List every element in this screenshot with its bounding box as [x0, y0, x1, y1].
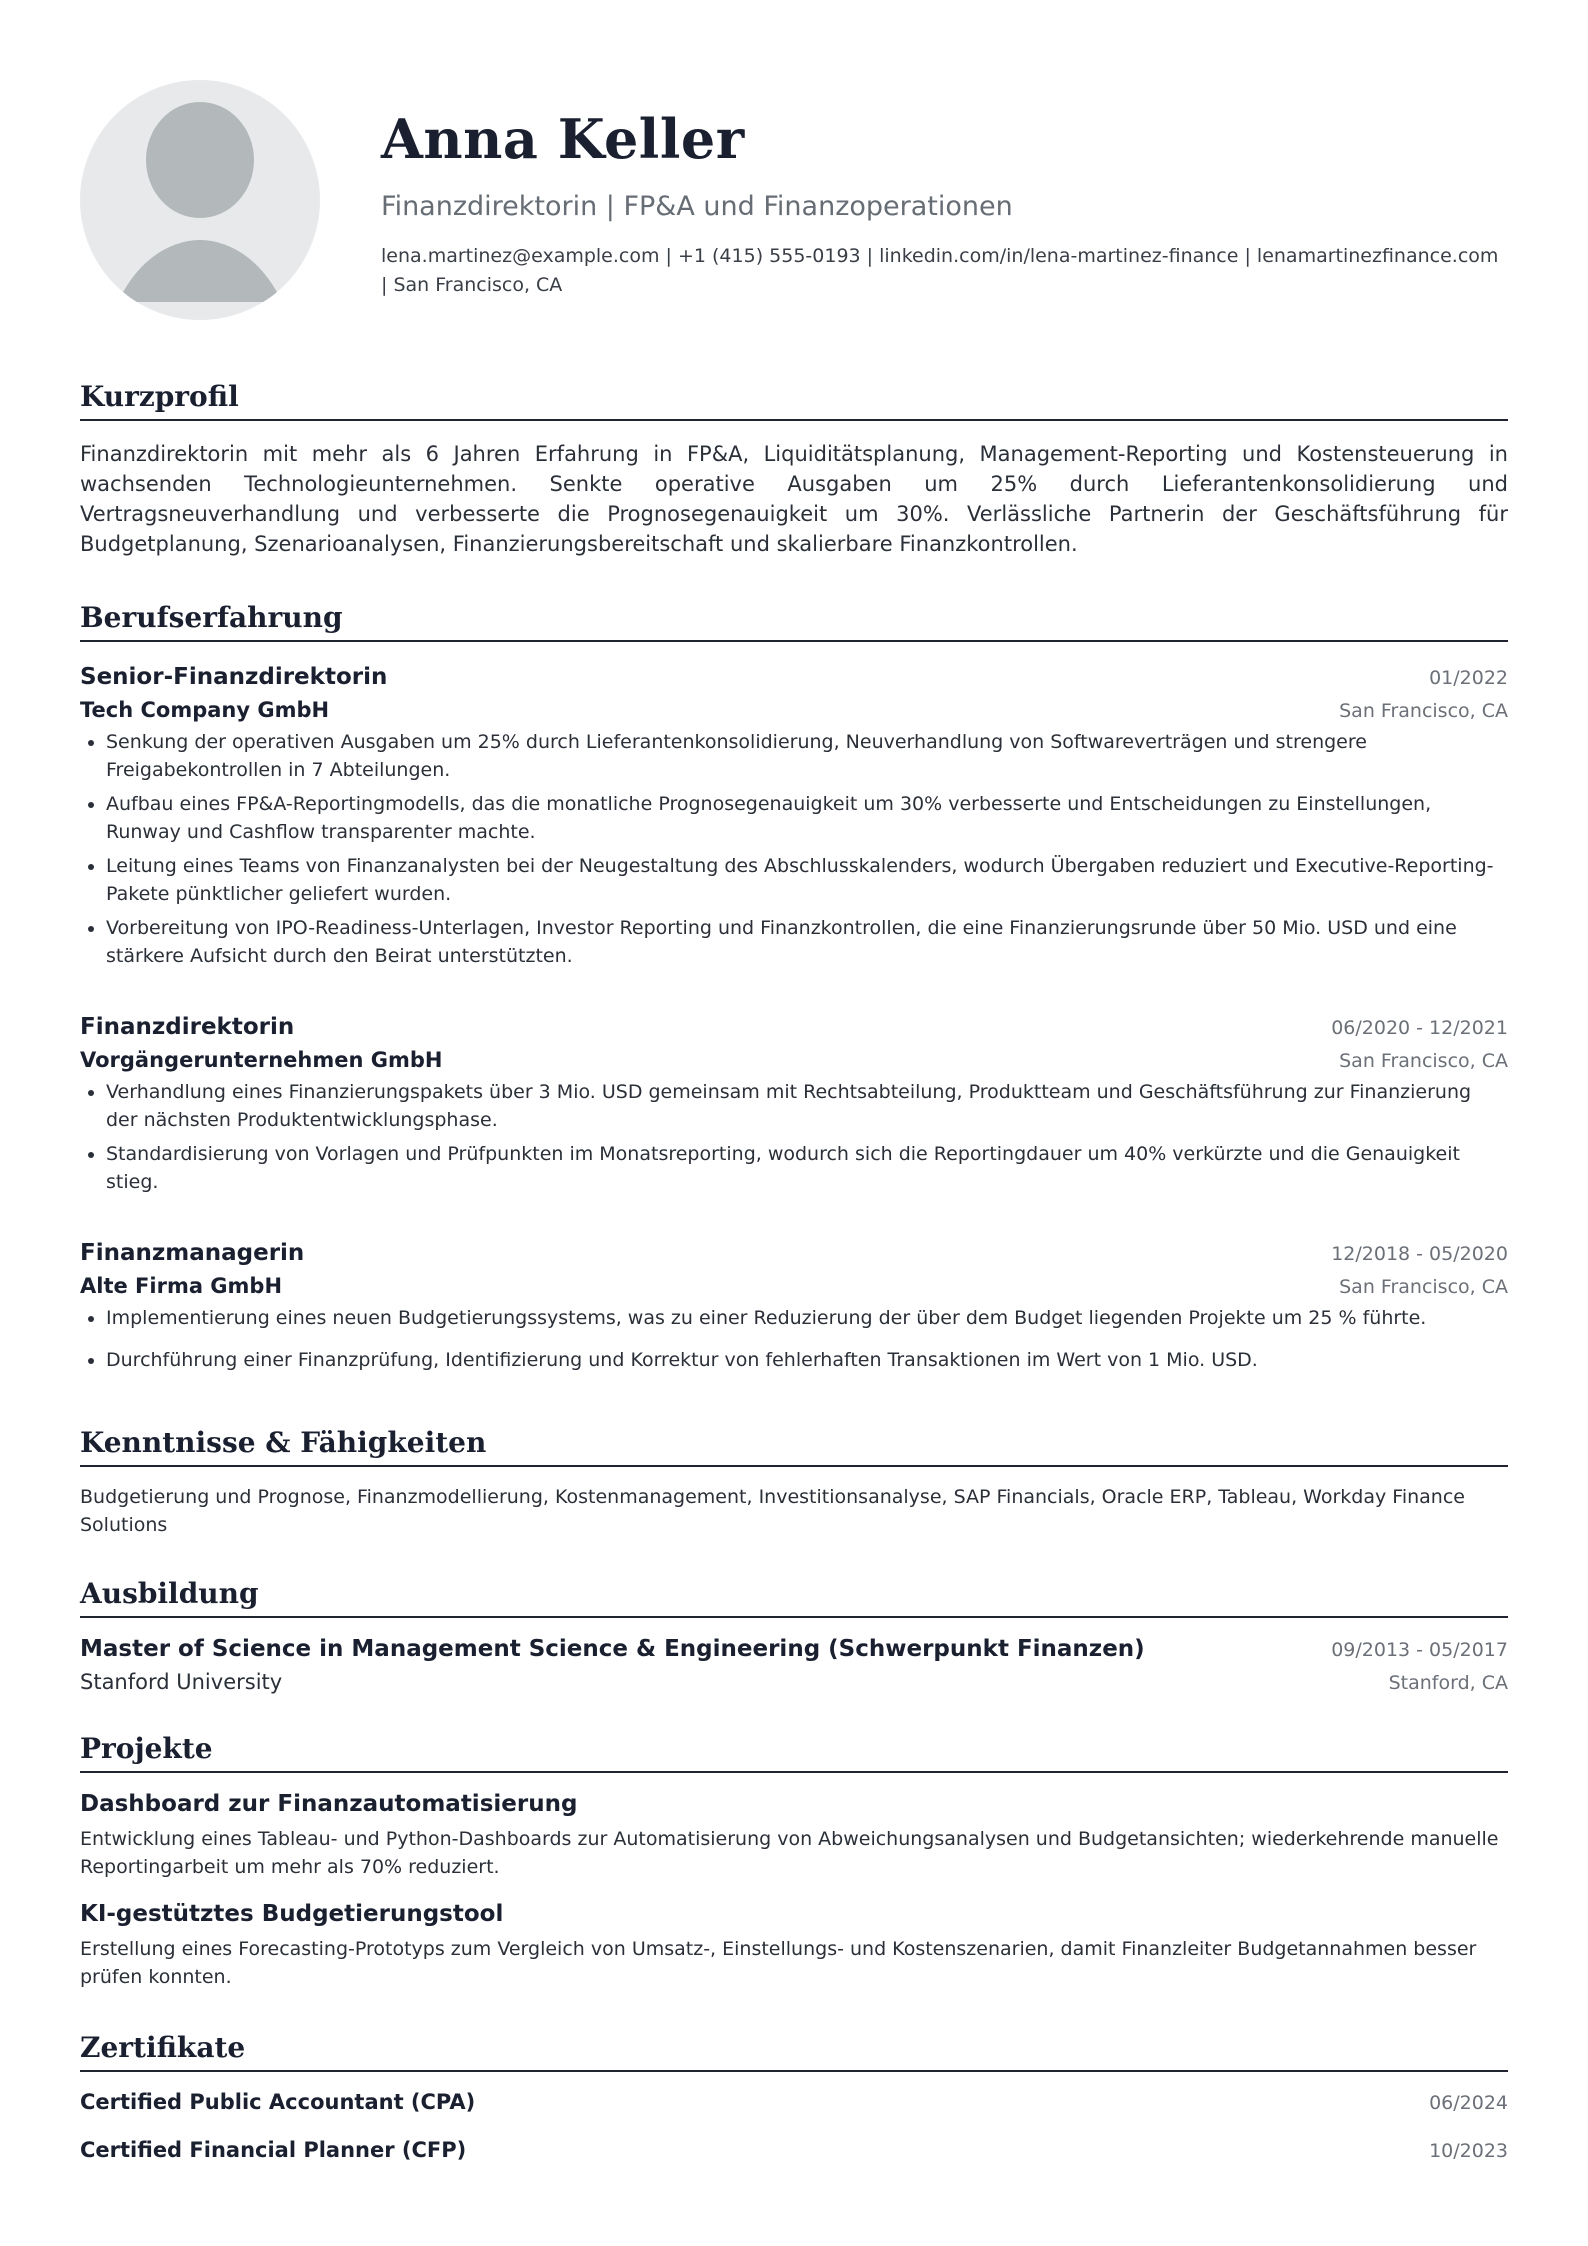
education-date: 09/2013 - 05/2017: [1331, 1639, 1508, 1661]
education-section: [80, 1577, 1508, 1694]
section-title: Projekte: [80, 1732, 1508, 1773]
skills-section: [80, 1426, 1508, 1539]
project-description: Erstellung eines Forecasting-Prototyps zum Vergleich von Umsatz-, Einstellungs- und Kostenszenarien, damit Finanzleiter Budgetannahmen besser prüfen konnten.: [80, 1938, 1477, 1988]
list-item: • Aufbau eines FP&A-Reportingmodells, das die monatliche Prognosegenauigkeit um 30% verbesserte und Entscheidungen zu Einstellungen, Runway und Cashflow transparenter machte.: [106, 790, 1508, 846]
job-entry: [80, 1240, 1508, 1374]
company-name: Alte Firma GmbH: [80, 1274, 283, 1298]
contact-line: lena.martinez@example.com | +1 (415) 555-0193 | linkedin.com/in/lena-martinez-finance | lenamartinezfinance.com | San Francisco, CA: [381, 245, 1499, 296]
avatar: [80, 80, 320, 320]
job-entry: [80, 664, 1508, 970]
company-name: Vorgängerunternehmen GmbH: [80, 1048, 443, 1072]
job-bullets: [80, 728, 1508, 970]
experience-section: [80, 601, 1508, 1374]
certificate-name: Certified Financial Planner (CFP): [80, 2138, 467, 2162]
job-location: San Francisco, CA: [1339, 700, 1508, 722]
education-location: Stanford, CA: [1388, 1672, 1508, 1694]
certificate-date: 10/2023: [1429, 2140, 1508, 2162]
job-date: 01/2022: [1429, 667, 1508, 689]
job-title: Finanzmanagerin: [80, 1240, 305, 1266]
job-bullets: [80, 1304, 1508, 1374]
job-entry: [80, 1014, 1508, 1196]
job-location: San Francisco, CA: [1339, 1050, 1508, 1072]
resume-header: [80, 80, 1508, 320]
list-item: • Durchführung einer Finanzprüfung, Identifizierung und Korrektur von fehlerhaften Transaktionen im Wert von 1 Mio. USD.: [106, 1346, 1508, 1374]
list-item: • Senkung der operativen Ausgaben um 25% durch Lieferantenkonsolidierung, Neuverhandlung von Softwareverträgen und strengere Freigabekontrollen in 7 Abteilungen.: [106, 728, 1508, 784]
summary-section: [80, 380, 1508, 559]
certificate-name: Certified Public Accountant (CPA): [80, 2090, 476, 2114]
job-bullets: [80, 1078, 1508, 1196]
projects-section: [80, 1732, 1508, 1991]
degree-name: Master of Science in Management Science & Engineering (Schwerpunkt Finanzen): [80, 1636, 1145, 1662]
job-title: Senior-Finanzdirektorin: [80, 664, 388, 690]
project-description: Entwicklung eines Tableau- und Python-Dashboards zur Automatisierung von Abweichungsanalysen und Budgetansichten; wiederkehrende manuelle Reportingarbeit um mehr als 70% reduziert.: [80, 1828, 1499, 1878]
skills-text: Budgetierung und Prognose, Finanzmodellierung, Kostenmanagement, Investitionsanalyse, SAP Financials, Oracle ERP, Tableau, Workday Finance Solutions: [80, 1486, 1465, 1536]
list-item: • Standardisierung von Vorlagen und Prüfpunkten im Monatsreporting, wodurch sich die Reportingdauer um 40% verkürzte und die Genauigkeit stieg.: [106, 1140, 1508, 1196]
section-title: Kurzprofil: [80, 380, 1508, 421]
list-item: • Vorbereitung von IPO-Readiness-Unterlagen, Investor Reporting und Finanzkontrollen, die eine Finanzierungsrunde über 50 Mio. USD und eine stärkere Aufsicht durch den Beirat unterstützten.: [106, 914, 1508, 970]
job-headline: Finanzdirektorin | FP&A und Finanzoperationen: [381, 191, 1013, 223]
job-location: San Francisco, CA: [1339, 1276, 1508, 1298]
certificate-date: 06/2024: [1429, 2092, 1508, 2114]
section-title: Ausbildung: [80, 1577, 1508, 1618]
certificates-section: [80, 2031, 1508, 2162]
summary-text: Finanzdirektorin mit mehr als 6 Jahren Erfahrung in FP&A, Liquiditätsplanung, Management-Reporting und Kostensteuerung in wachsenden Technologieunternehmen. Senkte operative Ausgaben um 25% durch Lieferantenkonsolidierung und Vertragsneuverhandlung und verbesserte die Prognosegenauigkeit um 30%. Verlässliche Partnerin der Geschäftsführung für Budgetplanung, Szenarioanalysen, Finanzierungsbereitschaft und skalierbare Finanzkontrollen.: [80, 442, 1508, 556]
list-item: • Implementierung eines neuen Budgetierungssystems, was zu einer Reduzierung der über dem Budget liegenden Projekte um 25 % führte.: [106, 1304, 1508, 1332]
header-text: [381, 80, 1508, 299]
section-title: Kenntnisse & Fähigkeiten: [80, 1426, 1508, 1467]
list-item: • Verhandlung eines Finanzierungspakets über 3 Mio. USD gemeinsam mit Rechtsabteilung, Produktteam und Geschäftsführung zur Finanzierung der nächsten Produktentwicklungsphase.: [106, 1078, 1508, 1134]
person-silhouette-icon: [80, 80, 320, 320]
job-date: 12/2018 - 05/2020: [1331, 1243, 1508, 1265]
section-title: Berufserfahrung: [80, 601, 1508, 642]
job-date: 06/2020 - 12/2021: [1331, 1017, 1508, 1039]
company-name: Tech Company GmbH: [80, 698, 330, 722]
project-title: KI-gestütztes Budgetierungstool: [80, 1901, 504, 1927]
list-item: • Leitung eines Teams von Finanzanalysten bei der Neugestaltung des Abschlusskalenders, wodurch Übergaben reduziert und Executive-Reporting-Pakete pünktlicher geliefert wurden.: [106, 852, 1508, 908]
person-name: Anna Keller: [381, 107, 745, 171]
project-title: Dashboard zur Finanzautomatisierung: [80, 1791, 578, 1817]
job-title: Finanzdirektorin: [80, 1014, 295, 1040]
section-title: Zertifikate: [80, 2031, 1508, 2072]
school-name: Stanford University: [80, 1670, 283, 1694]
